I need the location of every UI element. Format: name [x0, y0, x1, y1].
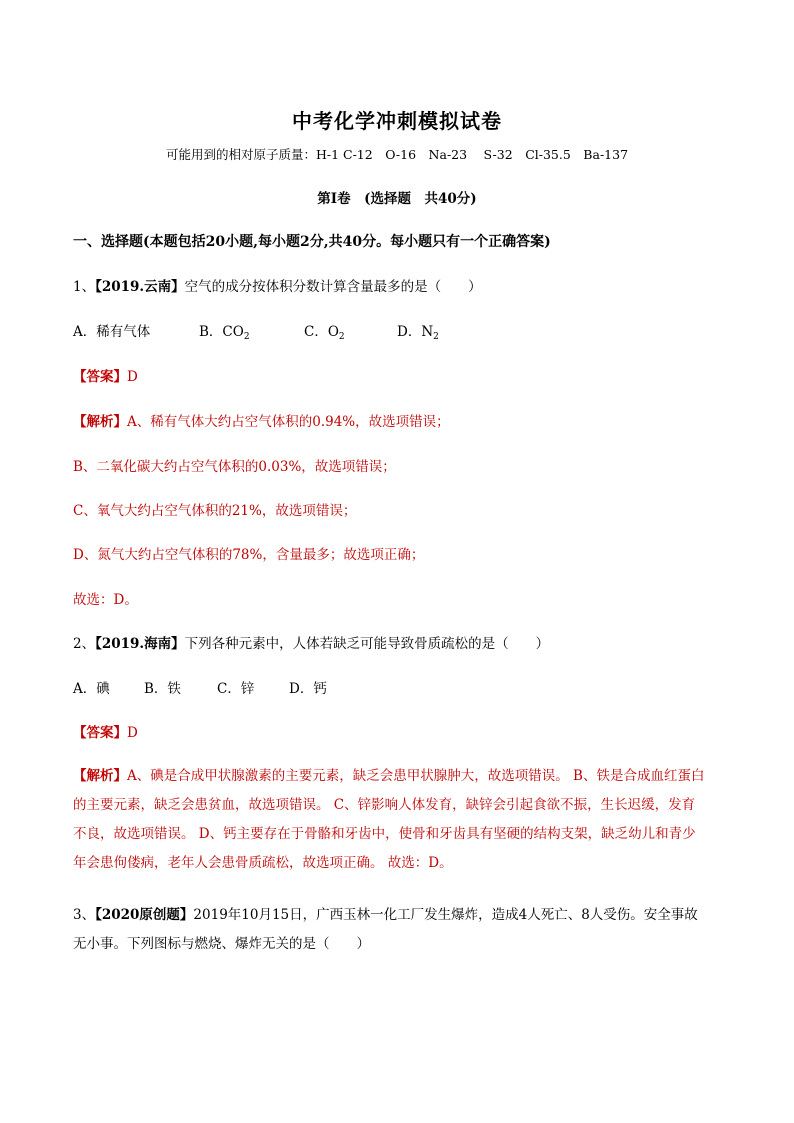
option-d: D．$N_2$: [397, 324, 439, 342]
question-2-analysis: [73, 762, 725, 878]
question-1: [73, 277, 482, 297]
question-1-conclusion: 故选：D。: [73, 592, 138, 608]
page-title: 中考化学冲刺模拟试卷: [292, 109, 502, 133]
question-1-analysis-c: C、氧气大约占空气体积的21%，故选项错误；: [73, 503, 357, 519]
question-number: 3、: [73, 907, 96, 923]
option-c: C．锌: [217, 681, 255, 697]
question-3-line-2: 无小事。下列图标与燃烧、爆炸无关的是（ ）: [73, 936, 370, 952]
analysis-line-2: 的主要元素，缺乏会患贫血，故选项错误。 C、锌影响人体发育，缺锌会引起食欲不振，生长迟缓，发育: [73, 797, 696, 813]
question-3-line-1: 3、【2020原创题】2019年10月15日，广西玉林一化工厂发生爆炸，造成4人死亡、8人受伤。安全事故: [73, 907, 698, 923]
question-2: [73, 634, 549, 654]
question-stem: 空气的成分按体积分数计算含量最多的是（ ）: [184, 279, 482, 295]
question-number: 1、: [73, 279, 96, 295]
question-1-analysis-a: [73, 412, 450, 432]
analysis-tag: 【解析】: [73, 414, 127, 430]
question-1-analysis-d: D、氮气大约占空气体积的78%，含量最多；故选项正确；: [73, 547, 425, 563]
question-1-analysis-b: B、二氧化碳大约占空气体积的0.03%，故选项错误；: [73, 459, 396, 475]
answer-value: D: [127, 725, 138, 741]
question-source: 【2019.云南】: [95, 279, 185, 295]
question-source: 【2020原创题】: [95, 907, 194, 923]
answer-tag: 【答案】: [73, 369, 127, 385]
question-source: 【2019.海南】: [95, 636, 185, 652]
question-number: 2、: [73, 636, 96, 652]
section-heading: 一、选择题(本题包括20小题,每小题2分,共40分。每小题只有一个正确答案): [73, 234, 551, 250]
question-2-options: [73, 679, 327, 699]
question-1-answer: [73, 367, 138, 387]
volume-heading: 第Ⅰ卷 (选择题 共40分): [317, 191, 477, 207]
analysis-line-1: 【解析】A、碘是合成甲状腺激素的主要元素，缺乏会患甲状腺肿大，故选项错误。 B、铁是合成血红蛋白: [73, 768, 705, 784]
answer-value: D: [127, 369, 138, 385]
analysis-line-3: 不良，故选项错误。 D、钙主要存在于骨骼和牙齿中，使骨和牙齿具有坚硬的结构支架，缺乏幼儿和青少: [73, 826, 696, 842]
atomic-masses-note: 可能用到的相对原子质量：H-1 C-12 O-16 Na-23 S-32 Cl-35.5 Ba-137: [165, 147, 629, 162]
analysis-line-4: 年会患佝偻病，老年人会患骨质疏松，故选项正确。 故选：D。: [73, 855, 453, 871]
analysis-line: A、稀有气体大约占空气体积的0.94%，故选项错误；: [127, 414, 450, 430]
question-2-answer: [73, 723, 138, 743]
answer-tag: 【答案】: [73, 725, 127, 741]
question-1-options: [73, 322, 439, 347]
analysis-tag: 【解析】: [73, 768, 127, 784]
option-a: A．稀有气体: [73, 324, 151, 340]
option-b: B．铁: [144, 681, 181, 697]
option-c: C．$O_2$: [304, 324, 345, 342]
option-a: A．碘: [73, 681, 110, 697]
option-d: D．钙: [289, 681, 327, 697]
question-3: [73, 901, 725, 959]
option-b: B．$CO_2$: [199, 324, 250, 342]
question-stem: 下列各种元素中，人体若缺乏可能导致骨质疏松的是（ ）: [184, 636, 550, 652]
